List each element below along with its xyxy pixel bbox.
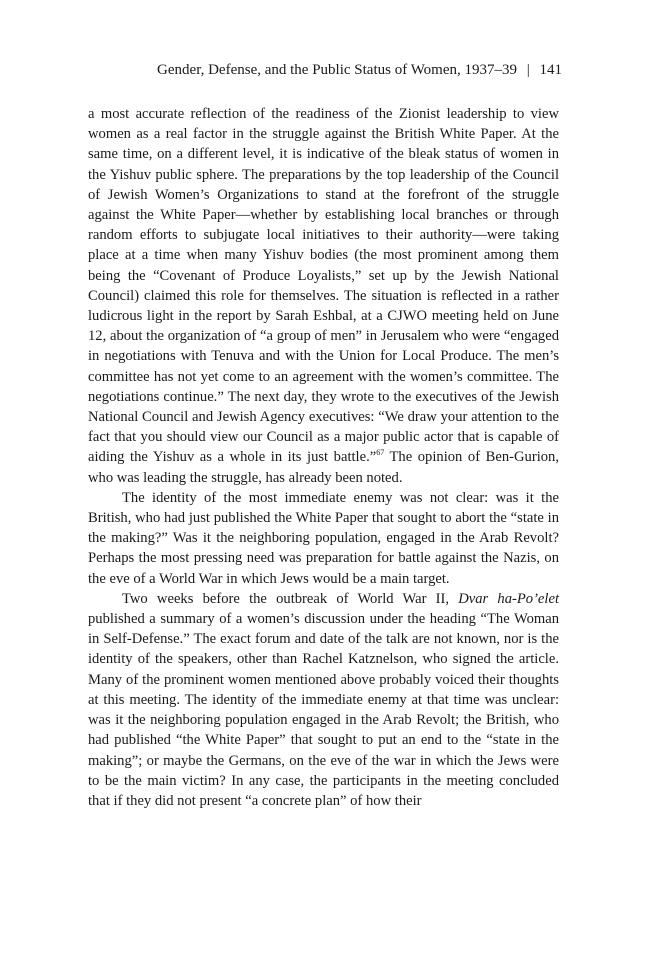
paragraph-text: The identity of the most immediate enemy was not clear: was it the British, who had just published the White Paper that sought to abort the “state in the making?” Was it the neighboring population, engaged in the Arab Revolt? Perhaps the most pressing need was preparation for battle against the Nazis, on the eve of a World War in which Jews would be a main target. xyxy=(88,489,559,587)
running-title: Gender, Defense, and the Public Status of Women, 1937–39 xyxy=(157,62,517,78)
page-number: 141 xyxy=(539,62,562,78)
paragraph-text: published a summary of a women’s discussion under the heading “The Woman in Self-Defense.” The exact forum and date of the talk are not known, nor is the identity of the speakers, other than Rachel Katznelson, who signed the article. Many of the prominent women mentioned above probably voiced their thoughts at this meeting. The identity of the immediate enemy at that time was unclear: was it the neighboring population engaged in the Arab Revolt; the British, who had published “the White Paper” that sought to put an end to the “state in the making”; or maybe the Germans, on the eve of the war in which the Jews were to be the main victim? In any case, the participants in the meeting concluded that if they did not present “a concrete plan” of how their xyxy=(88,611,559,809)
paragraph-text: a most accurate reflection of the readiness of the Zionist leadership to view women as a real factor in the struggle against the British White Paper. At the same time, on a different level, it is indicative of the bleak status of women in the Yishuv public sphere. The preparations by the top leadership of the Council of Jewish Women’s Organizations to stand at the forefront of the struggle against the White Paper—whether by establishing local branches or through random efforts to subjugate local initiatives to their authority—were taking place at a time when many Yishuv bodies (the most prominent among them being the “Covenant of Produce Loyalists,” set up by the Jewish National Council) claimed this role for themselves. The situation is reflected in a rather ludicrous light in the report by Sarah Eshbal, at a CJWO meeting held on June 12, about the organization of “a group of men” in Jerusalem who were “engaged in negotiations with Tenuva and with the Union for Local Produce. The men’s committee has not yet come to an agreement with the women’s committee. The negotiations continue.” The next day, they wrote to the executives of the Jewish National Council and Jewish Agency executives: “We draw your attention to the fact that you should view our Council as a major public actor that is capable of aiding the Yishuv as a whole in its just battle.” xyxy=(88,106,559,466)
paragraph-text: Two weeks before the outbreak of World War II, xyxy=(122,590,459,607)
header-separator: | xyxy=(526,62,530,78)
paragraph-continued xyxy=(88,104,559,488)
paragraph xyxy=(88,488,559,589)
footnote-ref[interactable]: 67 xyxy=(376,448,385,458)
body-text xyxy=(88,104,559,811)
paragraph-text: The opinion of Ben-Gurion, who was leading the struggle, has already been noted. xyxy=(88,449,559,486)
paragraph xyxy=(88,589,559,811)
running-header xyxy=(132,60,562,80)
publication-title: Dvar ha-Po’elet xyxy=(458,590,560,607)
